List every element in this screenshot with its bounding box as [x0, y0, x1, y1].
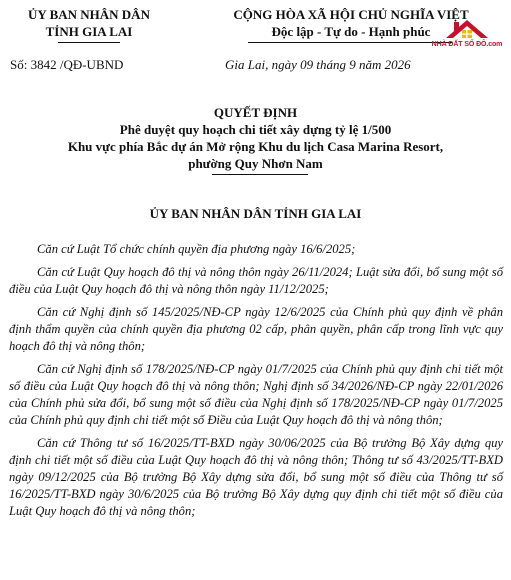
motto-underline — [248, 42, 452, 43]
title-line-4: phường Quy Nhơn Nam — [188, 156, 323, 171]
legal-basis-paragraph: Căn cứ Nghị định số 145/2025/NĐ-CP ngày 12/6/2025 của Chính phủ quy định về phân định thẩm quyền của chính quyền địa phương 02 cấp, phân quyền, phân cấp trong lĩnh vực quy hoạch đô thị và nông thôn; — [9, 305, 503, 353]
nation-line-1: CỘNG HÒA XÃ HỘI CHỦ NGHĨA VIỆT — [233, 7, 469, 22]
agency-line-2: TỈNH GIA LAI — [45, 24, 133, 39]
document-number: Số: 3842 /QĐ-UBND — [10, 57, 124, 72]
legal-basis-paragraph: Căn cứ Thông tư số 16/2025/TT-BXD ngày 30/06/2025 của Bộ trưởng Bộ Xây dựng quy định chi tiết một số điều của Luật Quy hoạch đô thị và nông thôn; Thông tư số 43/2025/TT-BXD ngày 09/12/2025 của Bộ trưởng Bộ Xây dựng sửa đổi, bổ sung một số điều của Thông tư số 16/2025/TT-BXD ngày 30/6/2025 của Bộ trưởng Bộ Xây dựng quy định chi tiết một số điều của Luật Quy hoạch đô thị và nông thôn; — [9, 436, 503, 518]
title-line-1: QUYẾT ĐỊNH — [213, 105, 298, 120]
title-underline — [212, 174, 308, 175]
document-date: Gia Lai, ngày 09 tháng 9 năm 2026 — [225, 57, 411, 72]
title-line-3: Khu vực phía Bắc dự án Mở rộng Khu du lịch Casa Marina Resort, — [67, 139, 444, 154]
legal-basis-paragraph: Căn cứ Nghị định số 178/2025/NĐ-CP ngày 01/7/2025 của Chính phủ quy định chi tiết một số điều của Luật Quy hoạch đô thị và nông thôn; Nghị định số 34/2026/NĐ-CP ngày 22/01/2026 của Chính phủ sửa đổi, bổ sung một số điều của Nghị định số 178/2025/NĐ-CP ngày 01/7/2025 của Chính phủ quy định chi tiết một số Điều của Luật Quy hoạch đô thị và nông thôn; — [9, 362, 503, 427]
legal-basis — [9, 241, 503, 526]
watermark-logo — [424, 16, 510, 54]
title-line-2: Phê duyệt quy hoạch chi tiết xây dựng tỷ lệ 1/500 — [119, 122, 392, 137]
legal-basis-paragraph: Căn cứ Luật Tổ chức chính quyền địa phương ngày 16/6/2025; — [37, 242, 356, 256]
decision-title — [0, 104, 511, 172]
issuing-agency — [14, 6, 164, 40]
legal-basis-paragraph: Căn cứ Luật Quy hoạch đô thị và nông thôn ngày 26/11/2024; Luật sửa đổi, bổ sung một số điều của Luật Quy hoạch đô thị và nông thôn ngày 11/12/2025; — [9, 265, 503, 296]
authority-heading: ỦY BAN NHÂN DÂN TỈNH GIA LAI — [149, 206, 362, 221]
nation-line-2: Độc lập - Tự do - Hạnh phúc — [271, 24, 431, 39]
watermark-text: NHÀ ĐẤT SỐ ĐÔ.com — [431, 41, 503, 48]
house-icon — [424, 16, 510, 42]
agency-underline — [58, 42, 120, 43]
agency-line-1: ỦY BAN NHÂN DÂN — [28, 7, 150, 22]
